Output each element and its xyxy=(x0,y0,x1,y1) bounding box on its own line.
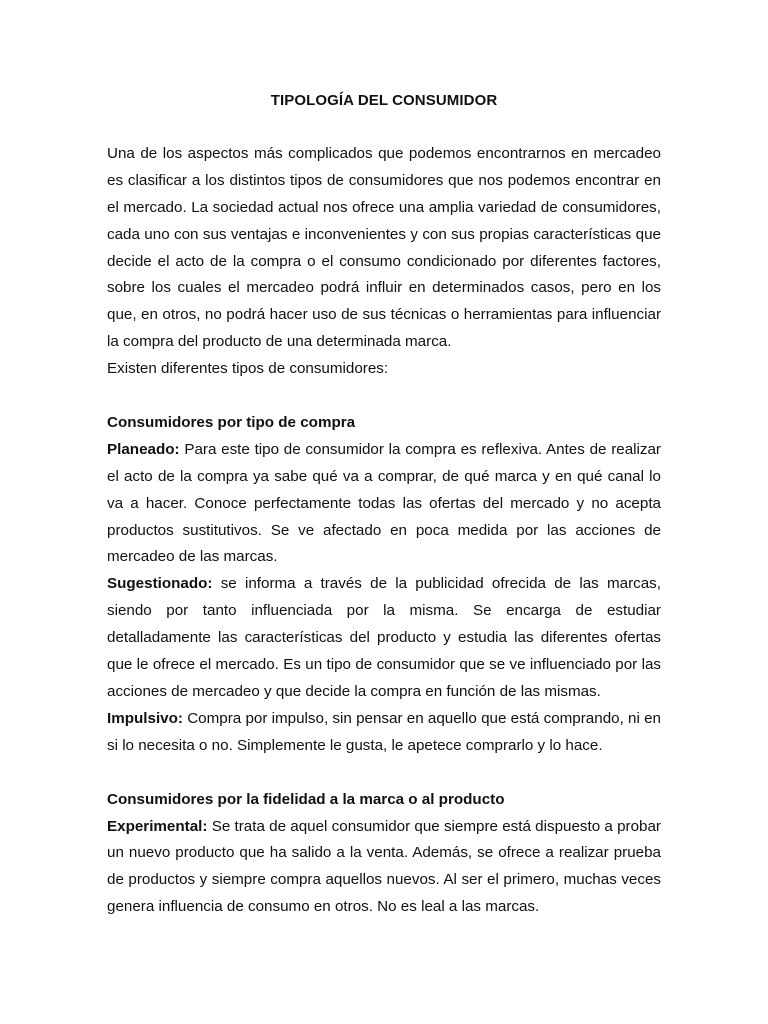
section-heading: Consumidores por la fidelidad a la marca o al producto xyxy=(107,790,505,808)
intro-paragraph: Una de los aspectos más complicados que podemos encontrarnos en mercadeo es clasificar a los distintos tipos de consumidores que nos podemos encontrar en el mercado. La sociedad actual nos ofrece una amplia variedad de consumidores, cada uno con sus ventajas e inconvenientes y con sus propias características que decide el acto de la compra o el consumo condicionado por diferentes factores, sobre los cuales el mercadeo podrá influir en determinados casos, pero en los que, en otros, no podrá hacer uso de sus técnicas o herramientas para influenciar la compra del producto de una determinada marca. xyxy=(107,144,661,351)
definition-text: Para este tipo de consumidor la compra es reflexiva. Antes de realizar el acto de la compra ya sabe qué va a comprar, de qué marca y en qué canal lo va a hacer. Conoce perfectamente todas las ofertas del mercado y no acepta productos sustitutivos. Se ve afectado en poca medida por las acciones de mercadeo de las marcas. xyxy=(107,440,661,566)
document-title: TIPOLOGÍA DEL CONSUMIDOR xyxy=(270,92,498,109)
intro-tail-paragraph: Existen diferentes tipos de consumidores: xyxy=(107,360,389,378)
definition-term: Sugestionado: xyxy=(107,575,213,593)
definition-paragraph xyxy=(107,706,661,760)
definition-term: Impulsivo: xyxy=(107,709,183,727)
section-heading: Consumidores por tipo de compra xyxy=(107,413,356,431)
definition-paragraph xyxy=(107,571,661,706)
definition-text: Se trata de aquel consumidor que siempre está dispuesto a probar un nuevo producto que ha salido a la venta. Además, se ofrece a realizar prueba de productos y siempre compra aquellos nuevos. Al ser el primero, muchas veces genera influencia de consumo en otros. No es leal a las marcas. xyxy=(107,817,661,916)
definition-paragraph xyxy=(107,437,661,572)
section-brand-loyalty xyxy=(107,787,661,922)
definition-term: Experimental: xyxy=(107,817,208,835)
definition-term: Planeado: xyxy=(107,440,180,458)
document-page xyxy=(107,88,661,921)
definition-text: se informa a través de la publicidad ofrecida de las marcas, siendo por tanto influenciada por la misma. Se encarga de estudiar detalladamente las características del producto y estudia las diferentes ofertas que le ofrece el mercado. Es un tipo de consumidor que se ve influenciado por las acciones de mercadeo y que decide la compra en función de las mismas. xyxy=(107,575,661,701)
definition-text: Compra por impulso, sin pensar en aquello que está comprando, ni en si lo necesita o no. Simplemente le gusta, le apetece comprarlo y lo hace. xyxy=(107,709,661,754)
definition-paragraph xyxy=(107,814,661,922)
section-purchase-type xyxy=(107,410,661,760)
